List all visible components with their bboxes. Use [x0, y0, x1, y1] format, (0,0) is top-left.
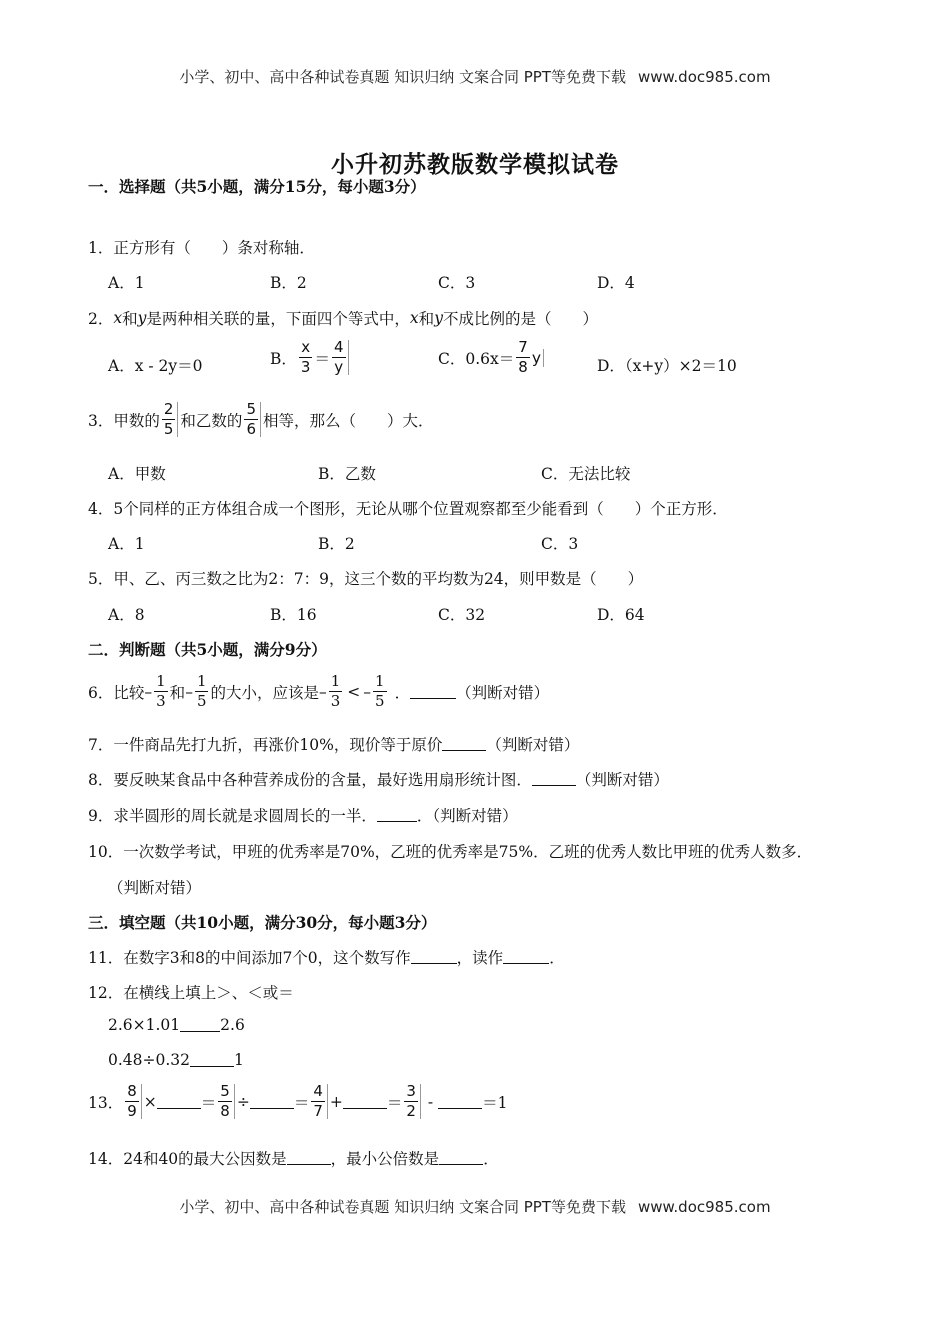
q5-option-c: C．32 — [438, 606, 486, 624]
q6-fraction-1: $\frac{1}{3}$ — [156, 672, 166, 710]
q2-b-label: B． — [270, 349, 297, 368]
q4-option-a: A．1 — [108, 535, 145, 553]
q5-option-a: A．8 — [108, 606, 145, 624]
q2-stem-end: 不成比例的是（ ） — [442, 310, 598, 328]
q2-c-fraction: $\frac{7}{8}$ — [518, 338, 528, 376]
q9-answer-blank[interactable] — [377, 820, 417, 822]
q6-fraction-4: $\frac{1}{5}$ — [375, 672, 385, 710]
q2-b-fraction-2: $\frac{4}{y}$ — [332, 340, 349, 375]
q2-and2: 和 — [418, 310, 435, 328]
question-12: 12．在横线上填上＞、＜或＝ — [88, 984, 294, 1002]
q1-option-d: D．4 — [597, 274, 635, 292]
page-title: 小升初苏教版数学模拟试卷 — [331, 151, 619, 178]
q3-option-b: B．乙数 — [318, 465, 376, 483]
q13-eq-1: ＝ — [200, 1093, 217, 1112]
q11-part-2: ，读作 — [456, 949, 504, 967]
q13-times: × — [143, 1092, 157, 1111]
q8-tail: （判断对错） — [575, 771, 669, 789]
q7-stem: 7．一件商品先打九折，再涨价10%，现价等于原价 — [88, 736, 443, 754]
question-11 — [88, 946, 890, 968]
q13-minus: - — [422, 1092, 439, 1111]
q3-part-2: 和乙数的 — [180, 411, 243, 430]
q6-neg-2: – — [185, 682, 193, 701]
q6-less-than: < — [347, 682, 361, 701]
q4-option-b: B．2 — [318, 535, 355, 553]
q2-and: 和 — [122, 310, 138, 328]
q8-answer-blank[interactable] — [532, 784, 576, 786]
q13-fraction-2: $\frac{5}{8}$ — [218, 1084, 235, 1119]
q12-e1-right: 2.6 — [220, 1016, 245, 1034]
q2-option-a: A．x - 2y＝0 — [108, 357, 203, 375]
q2-c-y: y — [532, 349, 544, 367]
q2-stem-mid: 是两种相关联的量，下面四个等式中， — [146, 310, 410, 328]
q13-label: 13． — [88, 1093, 124, 1112]
q12-blank-1[interactable] — [180, 1030, 220, 1032]
q6-dot: ． — [394, 683, 411, 702]
q7-answer-blank[interactable] — [442, 749, 486, 751]
question-5: 5．甲、乙、丙三数之比为2：7：9，这三个数的平均数为24，则甲数是（ ） — [88, 570, 644, 588]
q9-stem: 9．求半圆形的周长就是求圆周长的一半． — [88, 807, 377, 825]
q2-b-equals: ＝ — [314, 349, 330, 368]
question-6 — [88, 674, 890, 709]
q2-var-x2: x — [409, 309, 419, 327]
q3-part-1: 3．甲数的 — [88, 411, 160, 430]
q13-fraction-3: $\frac{4}{7}$ — [311, 1084, 328, 1119]
section-3-heading: 三．填空题（共10小题，满分30分，每小题3分） — [88, 913, 437, 932]
q11-blank-2[interactable] — [503, 962, 549, 964]
q2-option-c — [438, 340, 544, 375]
q11-part-1: 11．在数字3和8的中间添加7个0，这个数写作 — [88, 949, 411, 967]
q14-part-3: ． — [483, 1150, 499, 1168]
q7-tail: （判断对错） — [486, 736, 580, 754]
q6-neg-3: – — [319, 682, 327, 701]
q13-blank-2[interactable] — [250, 1107, 294, 1109]
q2-c-label: C．0.6x＝ — [438, 349, 515, 368]
banner-text: 小学、初中、高中各种试卷真题 知识归纳 文案合同 PPT等免费下载 — [179, 68, 626, 86]
section-1-heading: 一．选择题（共5小题，满分15分，每小题3分） — [88, 177, 426, 196]
footer-banner — [0, 1196, 950, 1217]
question-13 — [88, 1084, 890, 1119]
q14-blank-2[interactable] — [439, 1163, 483, 1165]
q6-neg-4: – — [363, 682, 372, 701]
q3-part-3: 相等，那么（ ）大． — [262, 411, 434, 430]
q13-end: ＝1 — [482, 1093, 508, 1112]
q13-eq-2: ＝ — [293, 1093, 310, 1112]
q12-e2-right: 1 — [234, 1051, 244, 1069]
q11-part-3: ． — [549, 949, 565, 967]
q13-eq-3: ＝ — [386, 1093, 403, 1112]
question-1: 1．正方形有（ ）条对称轴． — [88, 239, 315, 257]
question-8 — [88, 768, 890, 790]
q9-tail: ．（判断对错） — [416, 807, 518, 825]
q14-blank-1[interactable] — [287, 1163, 331, 1165]
q1-option-b: B．2 — [270, 274, 307, 292]
q6-and: 和 — [169, 683, 186, 702]
q6-tail: （判断对错） — [456, 683, 550, 702]
q13-blank-1[interactable] — [157, 1107, 201, 1109]
question-10: 10．一次数学考试，甲班的优秀率是70%，乙班的优秀率是75%．乙班的优秀人数比甲班的优秀人数多． — [88, 843, 813, 861]
q6-fraction-2: $\frac{1}{5}$ — [196, 672, 207, 710]
q4-option-c: C．3 — [541, 535, 579, 553]
question-3 — [88, 402, 890, 437]
q12-e1-left: 2.6×1.01 — [108, 1016, 181, 1034]
q6-part-2: 的大小，应该是 — [210, 683, 319, 702]
question-7 — [88, 733, 890, 755]
q14-part-1: 14．24和40的最大公因数是 — [88, 1150, 287, 1168]
section-2-heading: 二．判断题（共5小题，满分9分） — [88, 640, 327, 659]
q2-var-y2: y — [434, 309, 443, 327]
question-2 — [88, 307, 890, 329]
q8-stem: 8．要反映某食品中各种营养成份的含量，最好选用扇形统计图． — [88, 771, 532, 789]
q1-option-a: A．1 — [108, 274, 145, 292]
q2-option-b — [270, 340, 351, 375]
footer-banner-text: 小学、初中、高中各种试卷真题 知识归纳 文案合同 PPT等免费下载 — [179, 1198, 626, 1216]
q3-option-c: C．无法比较 — [541, 465, 631, 483]
q13-blank-3[interactable] — [343, 1107, 387, 1109]
q3-fraction-2: $\frac{5}{6}$ — [244, 402, 261, 437]
q12-blank-2[interactable] — [190, 1065, 234, 1067]
q13-divide: ÷ — [236, 1092, 250, 1111]
q6-fraction-3: $\frac{1}{3}$ — [330, 672, 341, 710]
q13-fraction-4: $\frac{3}{2}$ — [404, 1084, 421, 1119]
q2-b-fraction-1: $\frac{x}{3}$ — [300, 338, 311, 376]
q13-plus: + — [329, 1092, 343, 1111]
q2-option-d: D．（x+y）×2＝10 — [597, 357, 737, 375]
q12-e2-left: 0.48÷0.32 — [108, 1051, 191, 1069]
q11-blank-1[interactable] — [411, 962, 457, 964]
q3-option-a: A．甲数 — [108, 465, 166, 483]
q12-expr-2 — [108, 1051, 244, 1069]
q5-option-b: B．16 — [270, 606, 317, 624]
q1-option-c: C．3 — [438, 274, 476, 292]
q6-answer-blank[interactable] — [410, 697, 456, 699]
footer-banner-url[interactable]: www.doc985.com — [637, 1198, 771, 1216]
question-14 — [88, 1147, 890, 1169]
q12-expr-1 — [108, 1016, 245, 1034]
q2-var-y: y — [137, 309, 147, 327]
q5-option-d: D．64 — [597, 606, 645, 624]
q6-neg-1: – — [144, 682, 153, 701]
q14-part-2: ，最小公倍数是 — [330, 1150, 440, 1168]
q2-number: 2． — [88, 310, 114, 328]
question-4: 4．5个同样的正方体组合成一个图形，无论从哪个位置观察都至少能看到（ ）个正方形． — [88, 500, 728, 518]
q3-fraction-1: $\frac{2}{5}$ — [162, 402, 179, 437]
q10-tail: （判断对错） — [108, 879, 202, 897]
q6-part-1: 6．比较 — [88, 683, 145, 702]
q13-blank-4[interactable] — [438, 1107, 482, 1109]
q13-fraction-1: $\frac{8}{9}$ — [125, 1084, 142, 1119]
q2-var-x: x — [113, 309, 123, 327]
question-9 — [88, 804, 890, 826]
banner-url[interactable]: www.doc985.com — [637, 68, 771, 86]
header-banner — [0, 66, 950, 87]
